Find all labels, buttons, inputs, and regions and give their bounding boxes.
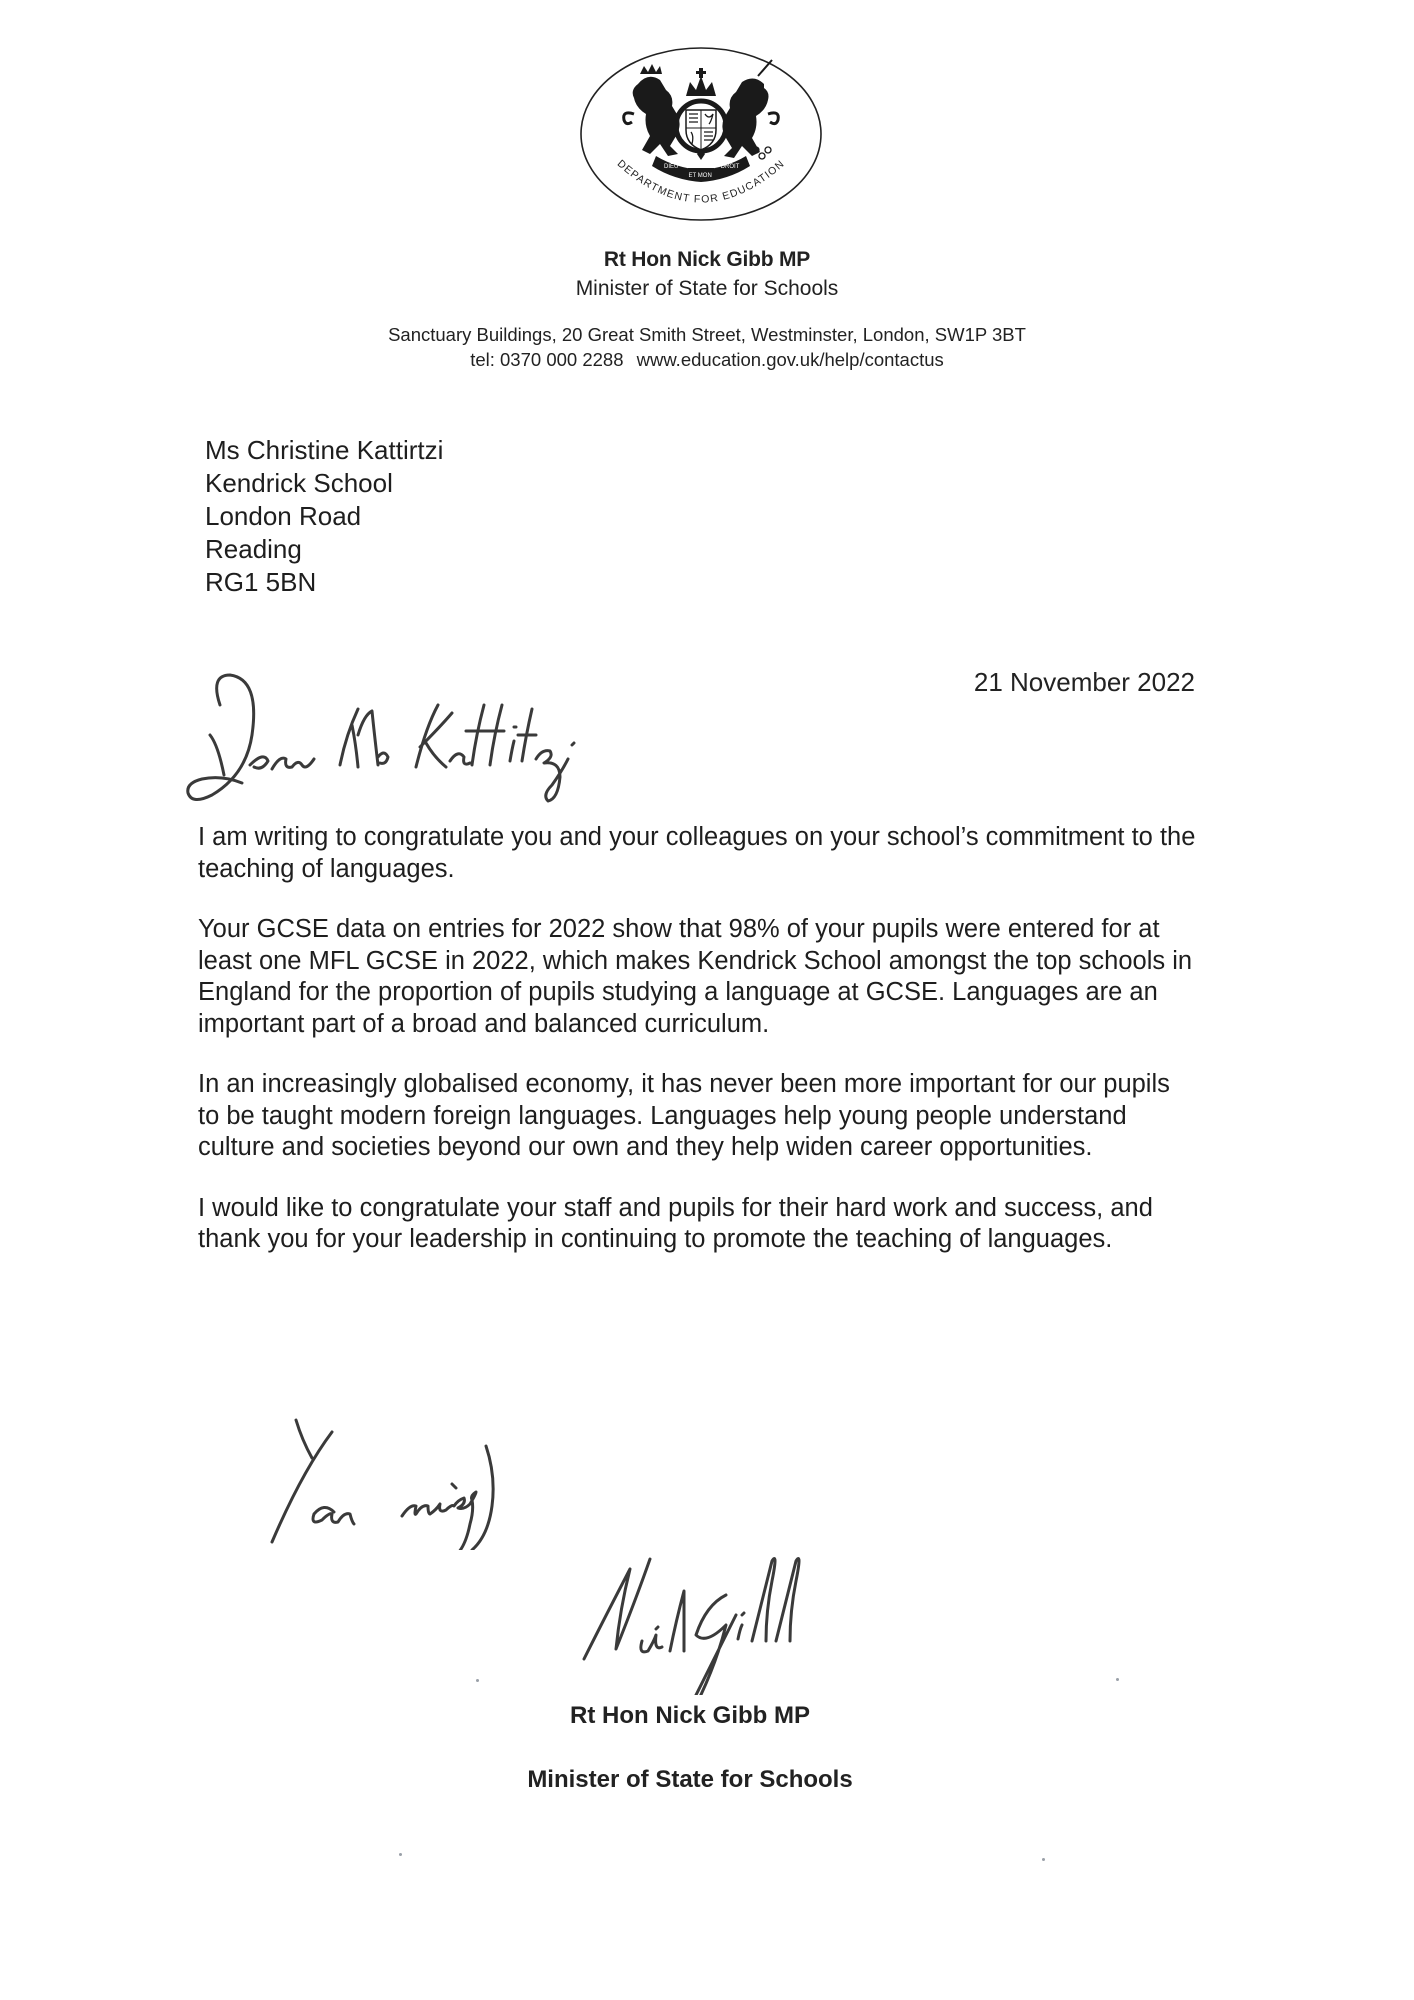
handwritten-valediction [250,1400,610,1550]
royal-coat-of-arms-icon [624,60,779,182]
body-paragraph: In an increasingly globalised economy, it has never been more important for our pupils to be taught modern foreign languages. Languages help young people understand culture and societies beyond our own and they help widen career opportunities. [198,1070,1170,1161]
letterhead-minister-name: Rt Hon Nick Gibb MP [603,248,811,271]
letterhead-contact [0,349,1414,371]
signoff-title: Minister of State for Schools [527,1766,853,1793]
handwritten-salutation [180,665,700,815]
letterhead-website-link[interactable]: www.education.gov.uk/help/contactus [636,349,944,370]
scan-speck [399,1853,402,1856]
crest-motto-right: DROIT [720,164,740,170]
crest-motto-centre: ET MON [688,173,712,179]
signoff-name: Rt Hon Nick Gibb MP [570,1702,810,1729]
crest-motto-left: DIEU [663,164,679,170]
body-paragraph: I would like to congratulate your staff and pupils for their hard work and success, and thank you for your leadership in continuing to promote the teaching of languages. [198,1193,1153,1253]
letter-body [198,822,1198,1285]
body-paragraph: I am writing to congratulate you and your colleagues on your school’s commitment to the teaching of languages. [198,823,1196,883]
handwritten-signature [570,1555,870,1695]
letterhead-telephone: tel: 0370 000 2288 [470,349,624,370]
letter-date: 21 November 2022 [973,667,1195,697]
crest-department-label: DEPARTMENT FOR EDUCATION [614,157,788,206]
recipient-address-block [205,434,443,599]
scan-speck [1042,1858,1045,1861]
letterhead-minister-title: Minister of State for Schools [575,277,839,300]
recipient-name: Ms Christine Kattirtzi [205,435,444,465]
recipient-postcode: RG1 5BN [205,567,317,597]
recipient-organisation: Kendrick School [205,468,393,498]
department-crest-logo [578,44,824,224]
recipient-street: London Road [205,501,362,531]
letterhead-address: Sanctuary Buildings, 20 Great Smith Street, Westminster, London, SW1P 3BT [388,324,1026,345]
body-paragraph: Your GCSE data on entries for 2022 show that 98% of your pupils were entered for at least one MFL GCSE in 2022, which makes Kendrick School amongst the top schools in England for the proportion of pupils studying a language at GCSE. Languages are an important part of a broad and balanced curriculum. [198,915,1193,1038]
scan-speck [1116,1678,1119,1681]
scan-speck [476,1679,479,1682]
recipient-town: Reading [205,534,302,564]
